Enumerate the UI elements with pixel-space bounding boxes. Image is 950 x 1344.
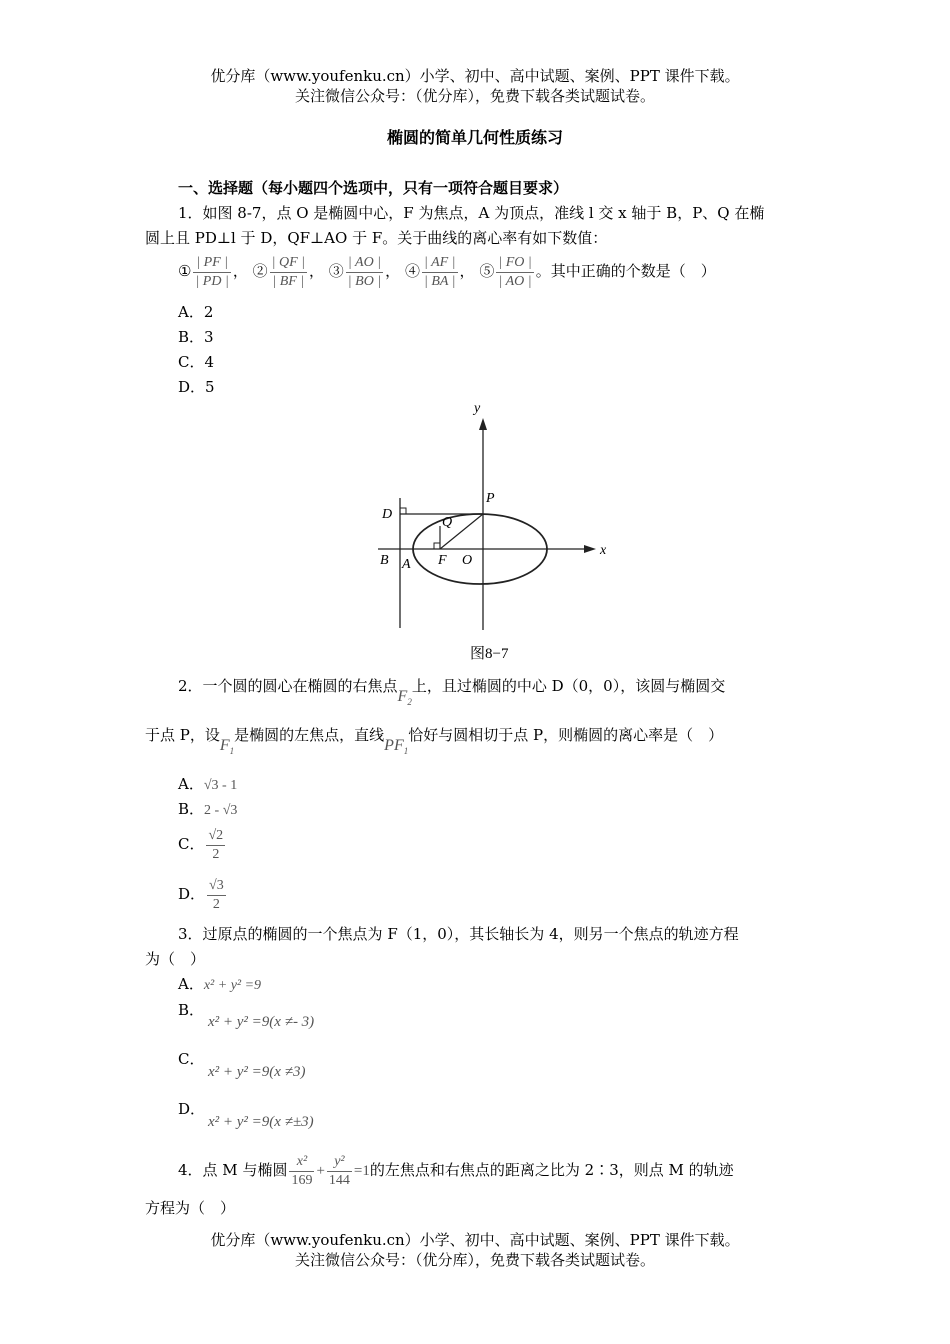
q2-part3: 于点 P，设 (145, 726, 220, 744)
q1-frac-2-den: | BF | (272, 273, 305, 289)
q2-f1-letter: F (219, 737, 230, 754)
q2-part5: 恰好与圆相切于点 P，则椭圆的离心率是（ ） (408, 726, 724, 744)
q1-frac-1-num: | PF | (193, 254, 230, 273)
x-axis-arrow (584, 545, 596, 553)
q4-frac-1-den: 169 (291, 1172, 313, 1188)
q1-comma-2: ， (308, 262, 324, 280)
q4-line-2: 方程为（ ） (145, 1199, 236, 1217)
header-line-2: 关注微信公众号：（优分库），免费下载各类试题试卷。 (294, 87, 655, 105)
q3-option-b-value: x² + y² =9(x ≠- 3) (208, 1014, 315, 1030)
q1-frac-4-num: | AF | (422, 254, 458, 273)
q2-line-1 (178, 676, 726, 708)
q1-frac-1-den: | PD | (195, 273, 229, 289)
q2-f1 (219, 737, 235, 757)
q1-fraction-row (178, 253, 716, 291)
label-p: P (486, 491, 495, 506)
q2-option-d-label: D． (178, 885, 206, 903)
q1-frac-2 (270, 254, 307, 291)
y-label: y (474, 401, 481, 416)
q2-option-a (178, 774, 237, 796)
q1-frac-3 (346, 254, 383, 291)
q1-frac-5-den: | AO | (498, 273, 532, 289)
figure-caption: 图8−7 (470, 646, 509, 662)
q1-line-1: 1．如图 8-7，点 O 是椭圆中心，F 为焦点，A 为顶点，准线 l 交 x 轴于 B，P、Q 在椭 (178, 204, 765, 222)
q1-frac-3-den: | BO | (347, 273, 382, 289)
q3-option-c-label: C． (178, 1050, 205, 1068)
q2-part4: 是椭圆的左焦点，直线 (234, 726, 385, 744)
q4-frac-2 (327, 1153, 352, 1190)
q1-frac-1 (193, 254, 230, 291)
q2-pf1-letters: PF (384, 737, 404, 754)
section-heading: 一、选择题（每小题四个选项中，只有一项符合题目要求） (178, 179, 569, 197)
q2-pf1 (384, 737, 409, 757)
header-line-1: 优分库（www.youfenku.cn）小学、初中、高中试题、案例、PPT 课件下载。 (210, 67, 740, 85)
q3-option-a-label: A． (178, 975, 204, 993)
page-title: 椭圆的简单几何性质练习 (386, 128, 563, 147)
q2-option-a-value: √3 - 1 (203, 778, 238, 793)
x-label: x (600, 543, 607, 558)
q4-part2: 的左焦点和右焦点的距离之比为 2∶3，则点 M 的轨迹 (369, 1161, 734, 1179)
q1-option-a: A．2 (178, 303, 214, 321)
ellipse-figure (360, 398, 620, 670)
y-axis-arrow (479, 418, 487, 430)
q2-option-d-den: 2 (212, 896, 220, 912)
q2-pf1-sub: 1 (403, 746, 409, 757)
q1-frac-4-den: | BA | (423, 273, 456, 289)
q2-option-b (178, 799, 237, 821)
q4-frac-1-num: x² (289, 1153, 314, 1172)
q1-frac-2-num: | QF | (270, 254, 307, 273)
q1-frac-1-mark: ① (178, 262, 192, 280)
q2-option-c-label: C． (178, 835, 205, 853)
q2-option-b-value: 2 - √3 (204, 803, 238, 818)
q2-part2: 上，且过椭圆的中心 D（0，0），该圆与椭圆交 (411, 677, 726, 695)
q2-f1-sub: 1 (229, 746, 235, 757)
q2-option-d-frac (207, 877, 226, 914)
q4-frac-1 (289, 1153, 314, 1190)
q1-frac-5-mark: ⑤ (479, 262, 495, 280)
q2-option-c-frac (206, 827, 225, 864)
q1-comma-3: ， (385, 262, 401, 280)
q1-comma-4: ， (459, 262, 475, 280)
q1-frac-4-mark: ④ (404, 262, 420, 280)
q1-frac-3-num: | AO | (346, 254, 383, 273)
q3-option-a-value: x² + y² =9 (203, 978, 262, 993)
right-angle-d (400, 508, 406, 514)
q1-frac-3-mark: ③ (328, 262, 344, 280)
q2-line-2 (145, 725, 724, 757)
q2-f2 (397, 688, 412, 708)
label-b: B (380, 553, 389, 568)
q4-line-1 (178, 1150, 734, 1191)
q2-f2-sub: 2 (407, 697, 412, 708)
q1-frac-5-num: | FO | (496, 254, 533, 273)
q1-option-b: B．3 (178, 328, 214, 346)
q4-part1: 4．点 M 与椭圆 (178, 1161, 288, 1179)
q2-option-b-label: B． (178, 800, 205, 818)
q1-line-2: 圆上且 PD⊥l 于 D，QF⊥AO 于 F。关于曲线的离心率有如下数值： (145, 229, 608, 247)
q2-option-d (178, 876, 228, 914)
q2-option-a-label: A． (178, 775, 204, 793)
label-q: Q (442, 515, 453, 530)
q2-option-d-num: √3 (207, 877, 226, 896)
q3-line-2: 为（ ） (145, 950, 206, 968)
q1-frac-2-mark: ② (252, 262, 268, 280)
q2-f2-letter: F (397, 688, 408, 705)
q2-option-c (178, 826, 227, 864)
q3-option-d-label: D． (178, 1100, 206, 1118)
label-a: A (402, 557, 411, 572)
q3-option-b-label: B． (178, 1001, 205, 1019)
q3-option-c-value: x² + y² =9(x ≠3) (208, 1064, 306, 1080)
q1-tail: 。其中正确的个数是（ ） (535, 262, 716, 280)
label-o: O (462, 553, 473, 568)
q4-frac-2-num: y² (327, 1153, 352, 1172)
q1-frac-5 (496, 254, 533, 291)
q1-frac-4 (422, 254, 458, 291)
footer-line-1: 优分库（www.youfenku.cn）小学、初中、高中试题、案例、PPT 课件下载。 (210, 1231, 740, 1249)
q4-frac-2-den: 144 (328, 1172, 350, 1188)
q4-plus: + (316, 1163, 325, 1179)
q2-option-c-den: 2 (212, 846, 220, 862)
right-angle-f (434, 543, 440, 549)
q3-option-d-value: x² + y² =9(x ≠±3) (208, 1114, 314, 1130)
q2-option-c-num: √2 (206, 827, 225, 846)
label-f: F (438, 553, 447, 568)
q3-line-1: 3．过原点的椭圆的一个焦点为 F（1，0），其长轴长为 4，则另一个焦点的轨迹方程 (178, 925, 739, 943)
q4-eq: =1 (353, 1163, 370, 1179)
label-d: D (382, 507, 393, 522)
q1-comma-1: ， (232, 262, 248, 280)
q1-option-c: C．4 (178, 353, 215, 371)
q1-option-d: D．5 (178, 378, 215, 396)
q3-option-a (178, 974, 261, 996)
q2-part1: 2．一个圆的圆心在椭圆的右焦点 (178, 677, 398, 695)
footer-line-2: 关注微信公众号：（优分库），免费下载各类试题试卷。 (294, 1251, 655, 1269)
